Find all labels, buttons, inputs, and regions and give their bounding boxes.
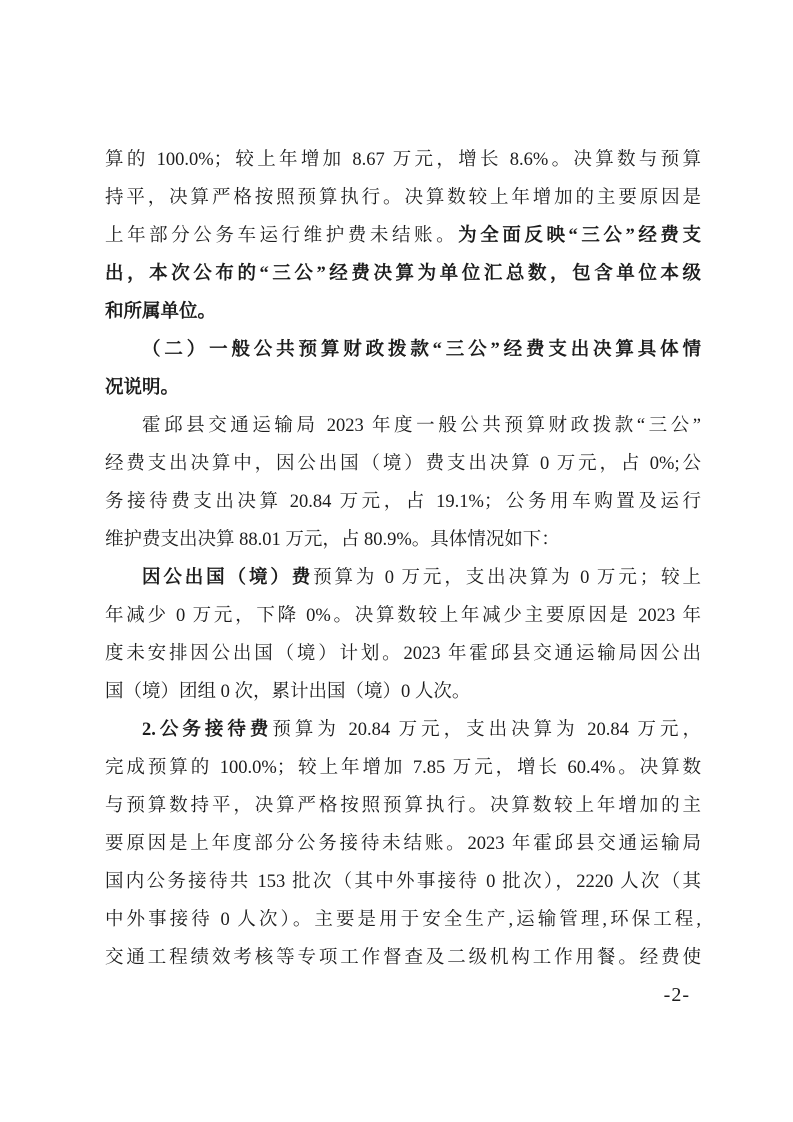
text-run: 年减少 0 万元，下降 0%。决算数较上年减少主要原因是 2023 年: [105, 606, 701, 626]
text-line: [105, 749, 701, 787]
text-line: [105, 141, 701, 179]
text-run: 持平，决算严格按照预算执行。决算数较上年增加的主要原因是: [105, 188, 701, 208]
text-line: [105, 179, 701, 217]
text-run: 务接待费支出决算 20.84 万元，占 19.1%；公务用车购置及运行: [105, 492, 701, 512]
text-line: [105, 635, 701, 673]
text-run: 上年部分公务车运行维护费未结账。: [105, 226, 459, 246]
text-line: [105, 711, 701, 749]
text-run: 国内公务接待共 153 批次（其中外事接待 0 批次），2220 人次（其: [105, 872, 701, 892]
text-run: 霍邱县交通运输局 2023 年度一般公共预算财政拨款“三公”: [142, 416, 701, 436]
text-run: 中外事接待 0 人次）。主要是用于安全生产,运输管理,环保工程,: [105, 910, 701, 930]
text-line: [105, 483, 701, 521]
text-line: [105, 863, 701, 901]
text-run: 维护费支出决算 88.01 万元，占 80.9%。具体情况如下：: [105, 530, 560, 550]
text-line: [105, 255, 701, 293]
text-line: [105, 407, 701, 445]
text-line: [105, 369, 701, 407]
bold-text-run: 出，本次公布的“三公”经费决算为单位汇总数，包含单位本级: [105, 264, 701, 284]
bold-text-run: 为全面反映“三公”经费支: [458, 226, 701, 246]
text-run: 与预算数持平，决算严格按照预算执行。决算数较上年增加的主: [105, 796, 701, 816]
text-run: 算的 100.0%；较上年增加 8.67 万元，增长 8.6%。决算数与预算: [105, 150, 701, 170]
text-run: 国（境）团组 0 次，累计出国（境）0 人次。: [105, 682, 471, 702]
document-body: [105, 141, 701, 977]
text-run: 交通工程绩效考核等专项工作督查及二级机构工作用餐。经费使: [105, 948, 701, 968]
bold-text-run: 和所属单位。: [105, 302, 217, 322]
text-run: 预算为 20.84 万元，支出决算为 20.84 万元，: [272, 720, 701, 740]
text-line: [105, 521, 701, 559]
text-line: [105, 331, 701, 369]
bold-text-run: 因公出国（境）费: [142, 568, 314, 588]
text-line: [105, 673, 701, 711]
bold-text-run: （二）一般公共预算财政拨款“三公”经费支出决算具体情: [142, 340, 701, 360]
text-line: [105, 293, 701, 331]
text-line: [105, 445, 701, 483]
text-run: 完成预算的 100.0%；较上年增加 7.85 万元，增长 60.4%。决算数: [105, 758, 701, 778]
page-number: -2-: [663, 984, 690, 1006]
text-line: [105, 559, 701, 597]
text-run: 度未安排因公出国（境）计划。2023 年霍邱县交通运输局因公出: [105, 644, 701, 664]
text-line: [105, 825, 701, 863]
text-line: [105, 939, 701, 977]
bold-text-run: 2.公务接待费: [142, 720, 273, 740]
bold-text-run: 况说明。: [105, 378, 180, 398]
text-run: 经费支出决算中，因公出国（境）费支出决算 0 万元，占 0%;公: [105, 454, 701, 474]
text-run: 要原因是上年度部分公务接待未结账。2023 年霍邱县交通运输局: [105, 834, 701, 854]
text-line: [105, 217, 701, 255]
text-line: [105, 787, 701, 825]
text-line: [105, 597, 701, 635]
text-line: [105, 901, 701, 939]
text-run: 预算为 0 万元，支出决算为 0 万元；较上: [313, 568, 701, 588]
